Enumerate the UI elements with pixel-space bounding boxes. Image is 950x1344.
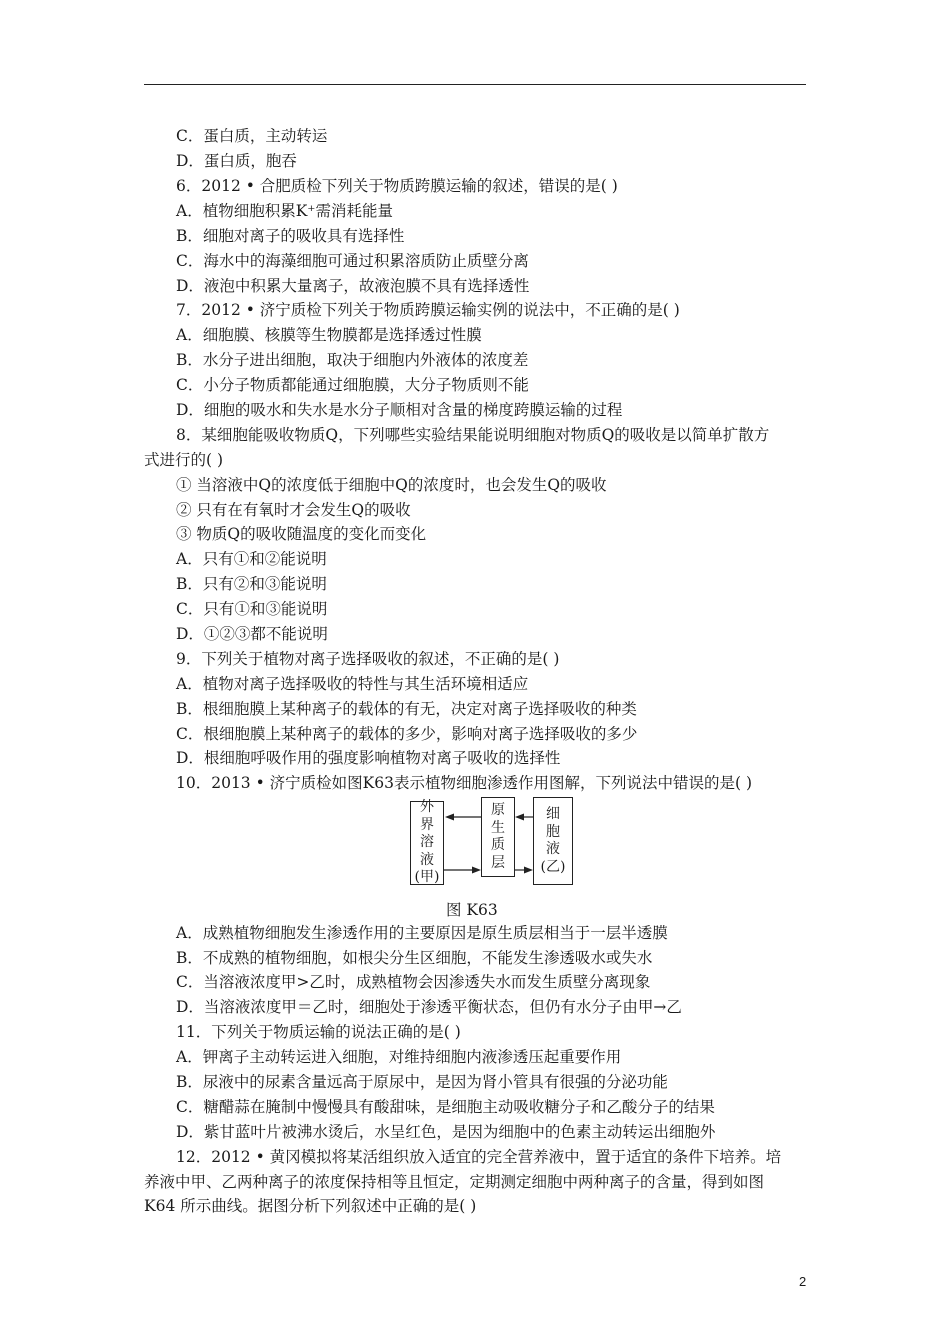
option-line: A．只有①和②能说明 xyxy=(176,550,327,568)
option-line: A．细胞膜、核膜等生物膜都是选择透过性膜 xyxy=(176,326,482,344)
question-7-stem: 7．2012 • 济宁质检下列关于物质跨膜运输实例的说法中，不正确的是( ) xyxy=(176,301,680,319)
question-11-stem: 11．下列关于物质运输的说法正确的是( ) xyxy=(176,1023,461,1041)
option-line: B．水分子进出细胞，取决于细胞内外液体的浓度差 xyxy=(176,351,529,369)
option-line: D．紫甘蓝叶片被沸水烫后，水呈红色，是因为细胞中的色素主动转运出细胞外 xyxy=(176,1123,716,1141)
option-line: A．植物对离子选择吸收的特性与其生活环境相适应 xyxy=(176,675,529,693)
option-line: D．细胞的吸水和失水是水分子顺相对含量的梯度跨膜运输的过程 xyxy=(176,401,623,419)
option-line: B．不成熟的植物细胞，如根尖分生区细胞，不能发生渗透吸水或失水 xyxy=(176,949,653,967)
statement-line: ① 当溶液中Q的浓度低于细胞中Q的浓度时，也会发生Q的吸收 xyxy=(176,476,607,494)
header-rule xyxy=(144,84,806,85)
option-line: B．只有②和③能说明 xyxy=(176,575,327,593)
question-12-stem-cont: 养液中甲、乙两种离子的浓度保持相等且恒定，定期测定细胞中两种离子的含量，得到如图 xyxy=(144,1173,765,1191)
option-line: A．钾离子主动转运进入细胞，对维持细胞内液渗透压起重要作用 xyxy=(176,1048,622,1066)
option-line: B．尿液中的尿素含量远高于原尿中，是因为肾小管具有很强的分泌功能 xyxy=(176,1073,668,1091)
box-char: 溶 xyxy=(420,834,434,851)
box-char: 生 xyxy=(491,819,505,836)
option-line: B．根细胞膜上某种离子的载体的有无，决定对离子选择吸收的种类 xyxy=(176,700,637,718)
question-6-stem: 6．2012 • 合肥质检下列关于物质跨膜运输的叙述，错误的是( ) xyxy=(176,177,618,195)
box-char: 细 xyxy=(546,806,560,822)
option-line: C．小分子物质都能通过细胞膜，大分子物质则不能 xyxy=(176,376,529,394)
question-9-stem: 9．下列关于植物对离子选择吸收的叙述，不正确的是( ) xyxy=(176,650,560,668)
box-char: 原 xyxy=(491,802,505,818)
option-line: C．根细胞膜上某种离子的载体的多少，影响对离子选择吸收的多少 xyxy=(176,725,638,743)
box-char: 质 xyxy=(491,837,505,853)
option-line: C．只有①和③能说明 xyxy=(176,600,328,618)
statement-line: ③ 物质Q的吸收随温度的变化而变化 xyxy=(176,525,427,543)
option-line: C．糖醋蒜在腌制中慢慢具有酸甜味，是细胞主动吸收糖分子和乙酸分子的结果 xyxy=(176,1098,715,1116)
page-number: 2 xyxy=(799,1274,807,1289)
question-10-stem: 10．2013 • 济宁质检如图K63表示植物细胞渗透作用图解，下列说法中错误的是( ) xyxy=(176,774,752,792)
box-char: (乙) xyxy=(540,858,566,875)
box-char: 层 xyxy=(491,854,505,871)
option-line: D．①②③都不能说明 xyxy=(176,625,328,643)
option-line: D．蛋白质，胞吞 xyxy=(176,152,297,170)
question-12-stem: 12．2012 • 黄冈模拟将某活组织放入适宜的完全营养液中，置于适宜的条件下培养。培 xyxy=(176,1148,782,1166)
arrowhead-right-icon xyxy=(524,867,533,874)
box-char: 液 xyxy=(420,851,434,868)
box-char: (甲) xyxy=(414,869,440,886)
box-char: 界 xyxy=(420,816,434,833)
option-line: B．细胞对离子的吸收具有选择性 xyxy=(176,227,405,245)
arrowhead-left-icon xyxy=(445,814,454,821)
figure-caption: 图 K63 xyxy=(446,901,498,919)
question-12-stem-cont: K64 所示曲线。据图分析下列叙述中正确的是( ) xyxy=(144,1197,477,1215)
arrowhead-left-icon xyxy=(515,814,524,821)
question-8-stem-cont: 式进行的( ) xyxy=(144,451,224,469)
option-line: A．植物细胞积累K⁺需消耗能量 xyxy=(176,202,393,220)
option-line: D．当溶液浓度甲＝乙时，细胞处于渗透平衡状态，但仍有水分子由甲→乙 xyxy=(176,998,682,1016)
box-char: 胞 xyxy=(546,823,560,840)
box-char: 外 xyxy=(420,799,434,816)
option-line: A．成熟植物细胞发生渗透作用的主要原因是原生质层相当于一层半透膜 xyxy=(176,924,668,942)
option-line: C．蛋白质，主动转运 xyxy=(176,127,328,145)
box-char: 液 xyxy=(546,841,560,857)
statement-line: ② 只有在有氧时才会发生Q的吸收 xyxy=(176,501,411,519)
question-8-stem: 8．某细胞能吸收物质Q，下列哪些实验结果能说明细胞对物质Q的吸收是以简单扩散方 xyxy=(176,426,770,444)
option-line: C．当溶液浓度甲>乙时，成熟植物会因渗透失水而发生质壁分离现象 xyxy=(176,973,651,991)
option-line: D．根细胞呼吸作用的强度影响植物对离子吸收的选择性 xyxy=(176,749,561,767)
arrowhead-right-icon xyxy=(472,867,481,874)
osmosis-diagram xyxy=(410,797,574,885)
diagram-arrows xyxy=(410,797,574,885)
option-line: D．液泡中积累大量离子，故液泡膜不具有选择透性 xyxy=(176,277,530,295)
option-line: C．海水中的海藻细胞可通过积累溶质防止质壁分离 xyxy=(176,252,529,270)
